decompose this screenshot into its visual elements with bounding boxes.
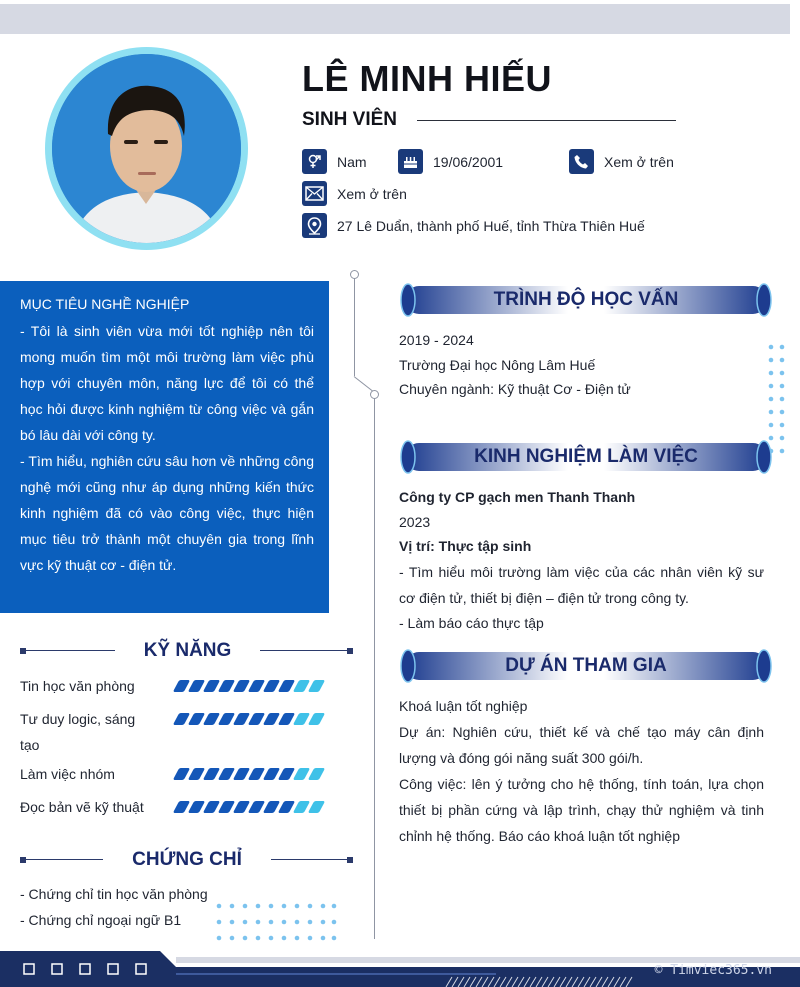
skills-line-cap-left: [20, 648, 26, 654]
education-period: 2019 - 2024: [399, 332, 474, 348]
gender-icon: [302, 149, 327, 174]
experience-detail-1: - Tìm hiểu môi trường làm việc của các nhân viên kỹ sư cơ điện tử, thiết bị điện – điện tử trong công ty.: [399, 563, 764, 606]
cert-line-left: [20, 859, 103, 860]
watermark: © Timviec365.vn: [654, 963, 772, 978]
education-block: [399, 328, 631, 402]
certificates-title: CHỨNG CHỈ: [132, 849, 242, 870]
skill-bar-4: [176, 801, 326, 813]
top-band: [0, 4, 790, 34]
skill-label-2: Tư duy logic, sáng tạo: [20, 711, 136, 753]
experience-title: KINH NGHIỆM LÀM VIỆC: [474, 446, 698, 467]
title-divider: [417, 120, 676, 121]
timeline-dot-top: [350, 270, 359, 279]
skill-bar-2: [176, 713, 326, 725]
skill-bar-1: [176, 680, 326, 692]
address-info: [302, 213, 645, 238]
career-objective-panel: [0, 281, 329, 613]
email-value: Xem ở trên: [337, 185, 407, 202]
address-value: 27 Lê Duẩn, thành phố Huế, tỉnh Thừa Thiên Huế: [337, 217, 645, 234]
job-title: SINH VIÊN: [302, 109, 398, 130]
email-info: [302, 181, 407, 206]
skills-line-cap-right: [347, 648, 353, 654]
location-pin-icon: [302, 213, 327, 238]
objective-title: MỤC TIÊU NGHỀ NGHIỆP: [20, 296, 190, 312]
skill-label-4: Đọc bản vẽ kỹ thuật: [20, 799, 144, 815]
cert-line-cap-right: [347, 857, 353, 863]
experience-block: [399, 485, 764, 635]
phone-icon: [569, 149, 594, 174]
experience-detail-2: - Làm báo cáo thực tập: [399, 614, 544, 631]
timeline-line-top: [354, 276, 355, 376]
cake-icon: [398, 149, 423, 174]
dot-pattern-bottom: [215, 902, 339, 944]
phone-value: Xem ở trên: [604, 153, 674, 170]
education-title: TRÌNH ĐỘ HỌC VẤN: [493, 289, 679, 310]
skill-label-3: Làm việc nhóm: [20, 766, 115, 782]
envelope-icon: [302, 181, 327, 206]
skill-label-1: Tin học văn phòng: [20, 678, 135, 694]
timeline-dot-mid: [370, 390, 379, 399]
education-major: Chuyên ngành: Kỹ thuật Cơ - Điện tử: [399, 381, 631, 397]
skills-line-right: [260, 650, 353, 651]
timeline-line: [374, 394, 375, 939]
skill-segment: [308, 801, 325, 813]
project-name: Khoá luận tốt nghiệp: [399, 698, 528, 714]
skill-segment: [308, 768, 325, 780]
gender-info: [302, 149, 367, 174]
skill-segment: [308, 680, 325, 692]
experience-position: Vị trí: Thực tập sinh: [399, 538, 532, 554]
skills-line-left: [20, 650, 115, 651]
skill-segment: [308, 713, 325, 725]
projects-title: DỰ ÁN THAM GIA: [505, 655, 667, 676]
phone-info: [569, 149, 674, 174]
cert-line-cap-left: [20, 857, 26, 863]
certificate-2: - Chứng chỉ ngoại ngữ B1: [20, 912, 182, 928]
objective-paragraph-2: - Tìm hiểu, nghiên cứu sâu hơn về những công nghệ mới cũng như áp dụng những kiến thức kinh nghiệm đã có vào công việc, thực hiện mục tiêu trở thành một chuyên gia trong lĩnh vực kỹ thuật cơ - điện tử.: [20, 453, 314, 573]
experience-year: 2023: [399, 513, 431, 530]
education-school: Trường Đại học Nông Lâm Huế: [399, 356, 596, 373]
birthday-info: [398, 149, 503, 174]
objective-paragraph-1: - Tôi là sinh viên vừa mới tốt nghiệp nên tôi mong muốn tìm một môi trường làm việc phù hợp với chuyên môn, năng lực để tôi có thể học hỏi được kinh nghiệm từ công việc và gắn bó lâu dài với công ty.: [20, 323, 314, 443]
gender-value: Nam: [337, 153, 367, 170]
full-name: LÊ MINH HIẾU: [302, 58, 553, 99]
skill-bar-3: [176, 768, 326, 780]
projects-block: [399, 694, 764, 849]
avatar: [52, 54, 241, 243]
experience-company: Công ty CP gạch men Thanh Thanh: [399, 489, 636, 505]
skills-title: KỸ NĂNG: [143, 640, 232, 661]
certificate-1: - Chứng chỉ tin học văn phòng: [20, 886, 208, 902]
birthday-value: 19/06/2001: [433, 153, 504, 170]
portrait-photo: [52, 54, 241, 243]
project-description: Dự án: Nghiên cứu, thiết kế và chế tạo máy cân định lượng và đóng gói năng suất 300 gói/h.: [399, 723, 764, 766]
project-work: Công việc: lên ý tưởng cho hệ thống, tính toán, lựa chọn thiết bị phần cứng và lập trình, chạy thử nghiệm và tinh chỉnh hệ thống. Báo cáo khoá luận tốt nghiệp: [399, 775, 764, 844]
cert-line-right: [271, 859, 353, 860]
